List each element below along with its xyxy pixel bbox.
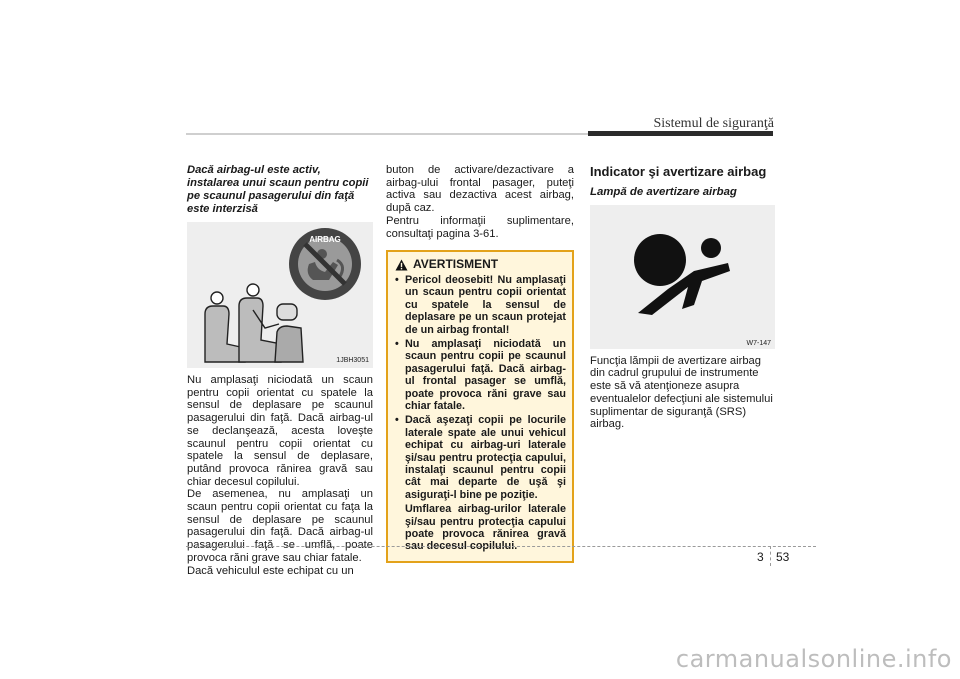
column-right (590, 164, 775, 431)
chapter-number: 3 (757, 550, 764, 564)
header-rule-accent (588, 131, 773, 136)
child-seat-figure (187, 222, 373, 368)
figure-code: 1JBH3051 (336, 357, 369, 364)
paragraph: De asemenea, nu amplasaţi un scaun pentru copii orientat cu faţa la sensul de deplasare pe scaunul pasagerului din faţă. Dacă airbag-ul pasagerului faţă se umflă, poate provoca răni grave sau chiar fatale. (187, 488, 373, 564)
figure-code: W7-147 (746, 339, 771, 347)
footer-rule (186, 546, 816, 547)
section-title: Sistemul de siguranţă (653, 116, 774, 131)
column-middle (386, 164, 574, 563)
warning-header (395, 258, 566, 271)
warning-list (395, 274, 566, 501)
warning-triangle-icon (395, 259, 408, 271)
paragraph: Nu amplasaţi niciodată un scaun pentru copii orientat cu spatele la sensul de deplasare pe scaunul pasagerului din faţă. Dacă airbag-ul se declanşează, acesta loveşte scaunul pentru copii orientat cu spatele la sensul de deplasare, putând provoca rănirea gravă sau chiar decesul copilului. (187, 374, 373, 488)
page-number: 53 (776, 550, 790, 564)
paragraph: Dacă vehiculul este echipat cu un (187, 564, 354, 577)
seat-occupants-icon (205, 284, 303, 362)
airbag-indicator-heading: Indicator şi avertizare airbag (590, 164, 767, 179)
paragraph: Funcţia lămpii de avertizare airbag din cadrul grupului de instrumente este să vă atenţioneze asupra eventualelor defecţiuni ale sistemului suplimentar de siguranţă (SRS) airbag. (590, 354, 773, 431)
paragraph: Pentru informaţii suplimentare, consultaţi pagina 3-61. (386, 214, 574, 240)
child-seat-illustration (187, 222, 373, 368)
footer-separator (770, 546, 771, 566)
airbag-lamp-subheading: Lampă de avertizare airbag (590, 186, 737, 198)
warning-box (386, 250, 574, 563)
warning-title: AVERTISMENT (413, 257, 499, 272)
column-left (187, 164, 373, 577)
airbag-badge-text: AIRBAG (309, 235, 341, 244)
warning-item: • Nu amplasaţi niciodată un scaun pentru copii pe scaunul pasagerului faţă. Dacă airbag-ul frontal pasager se umflă, poate provoca răni grave sau chiar fatale. (395, 338, 566, 412)
airbag-warning-lamp-icon (590, 205, 775, 349)
paragraph: buton de activare/dezactivare a airbag-ului frontal pasager, puteţi activa sau dezactiva acest airbag, după caz. (386, 164, 574, 215)
child-seat-heading: Dacă airbag-ul este activ, instalarea unui scaun pentru copii pe scaunul pasagerului din faţă este interzisă (187, 164, 369, 215)
warning-item: • Pericol deosebit! Nu amplasaţi un scaun pentru copii orientat cu spatele la sensul de deplasare pe un scaun protejat de un airbag frontal! (395, 274, 566, 336)
warning-extra: Umflarea airbag-urilor laterale şi/sau pentru protecţia capului poate provoca rănirea gravă sau decesul copilului. (405, 503, 566, 553)
airbag-lamp-figure (590, 205, 775, 349)
warning-item: • Dacă aşezaţi copii pe locurile laterale spate ale unui vehicul echipat cu airbag-uri laterale şi/sau pentru protecţia capului, instalaţi scaunul pentru copii cât mai departe de uşă şi asiguraţi-l bine pe poziţie. (395, 414, 566, 501)
watermark: carmanualsonline.info (675, 645, 952, 673)
